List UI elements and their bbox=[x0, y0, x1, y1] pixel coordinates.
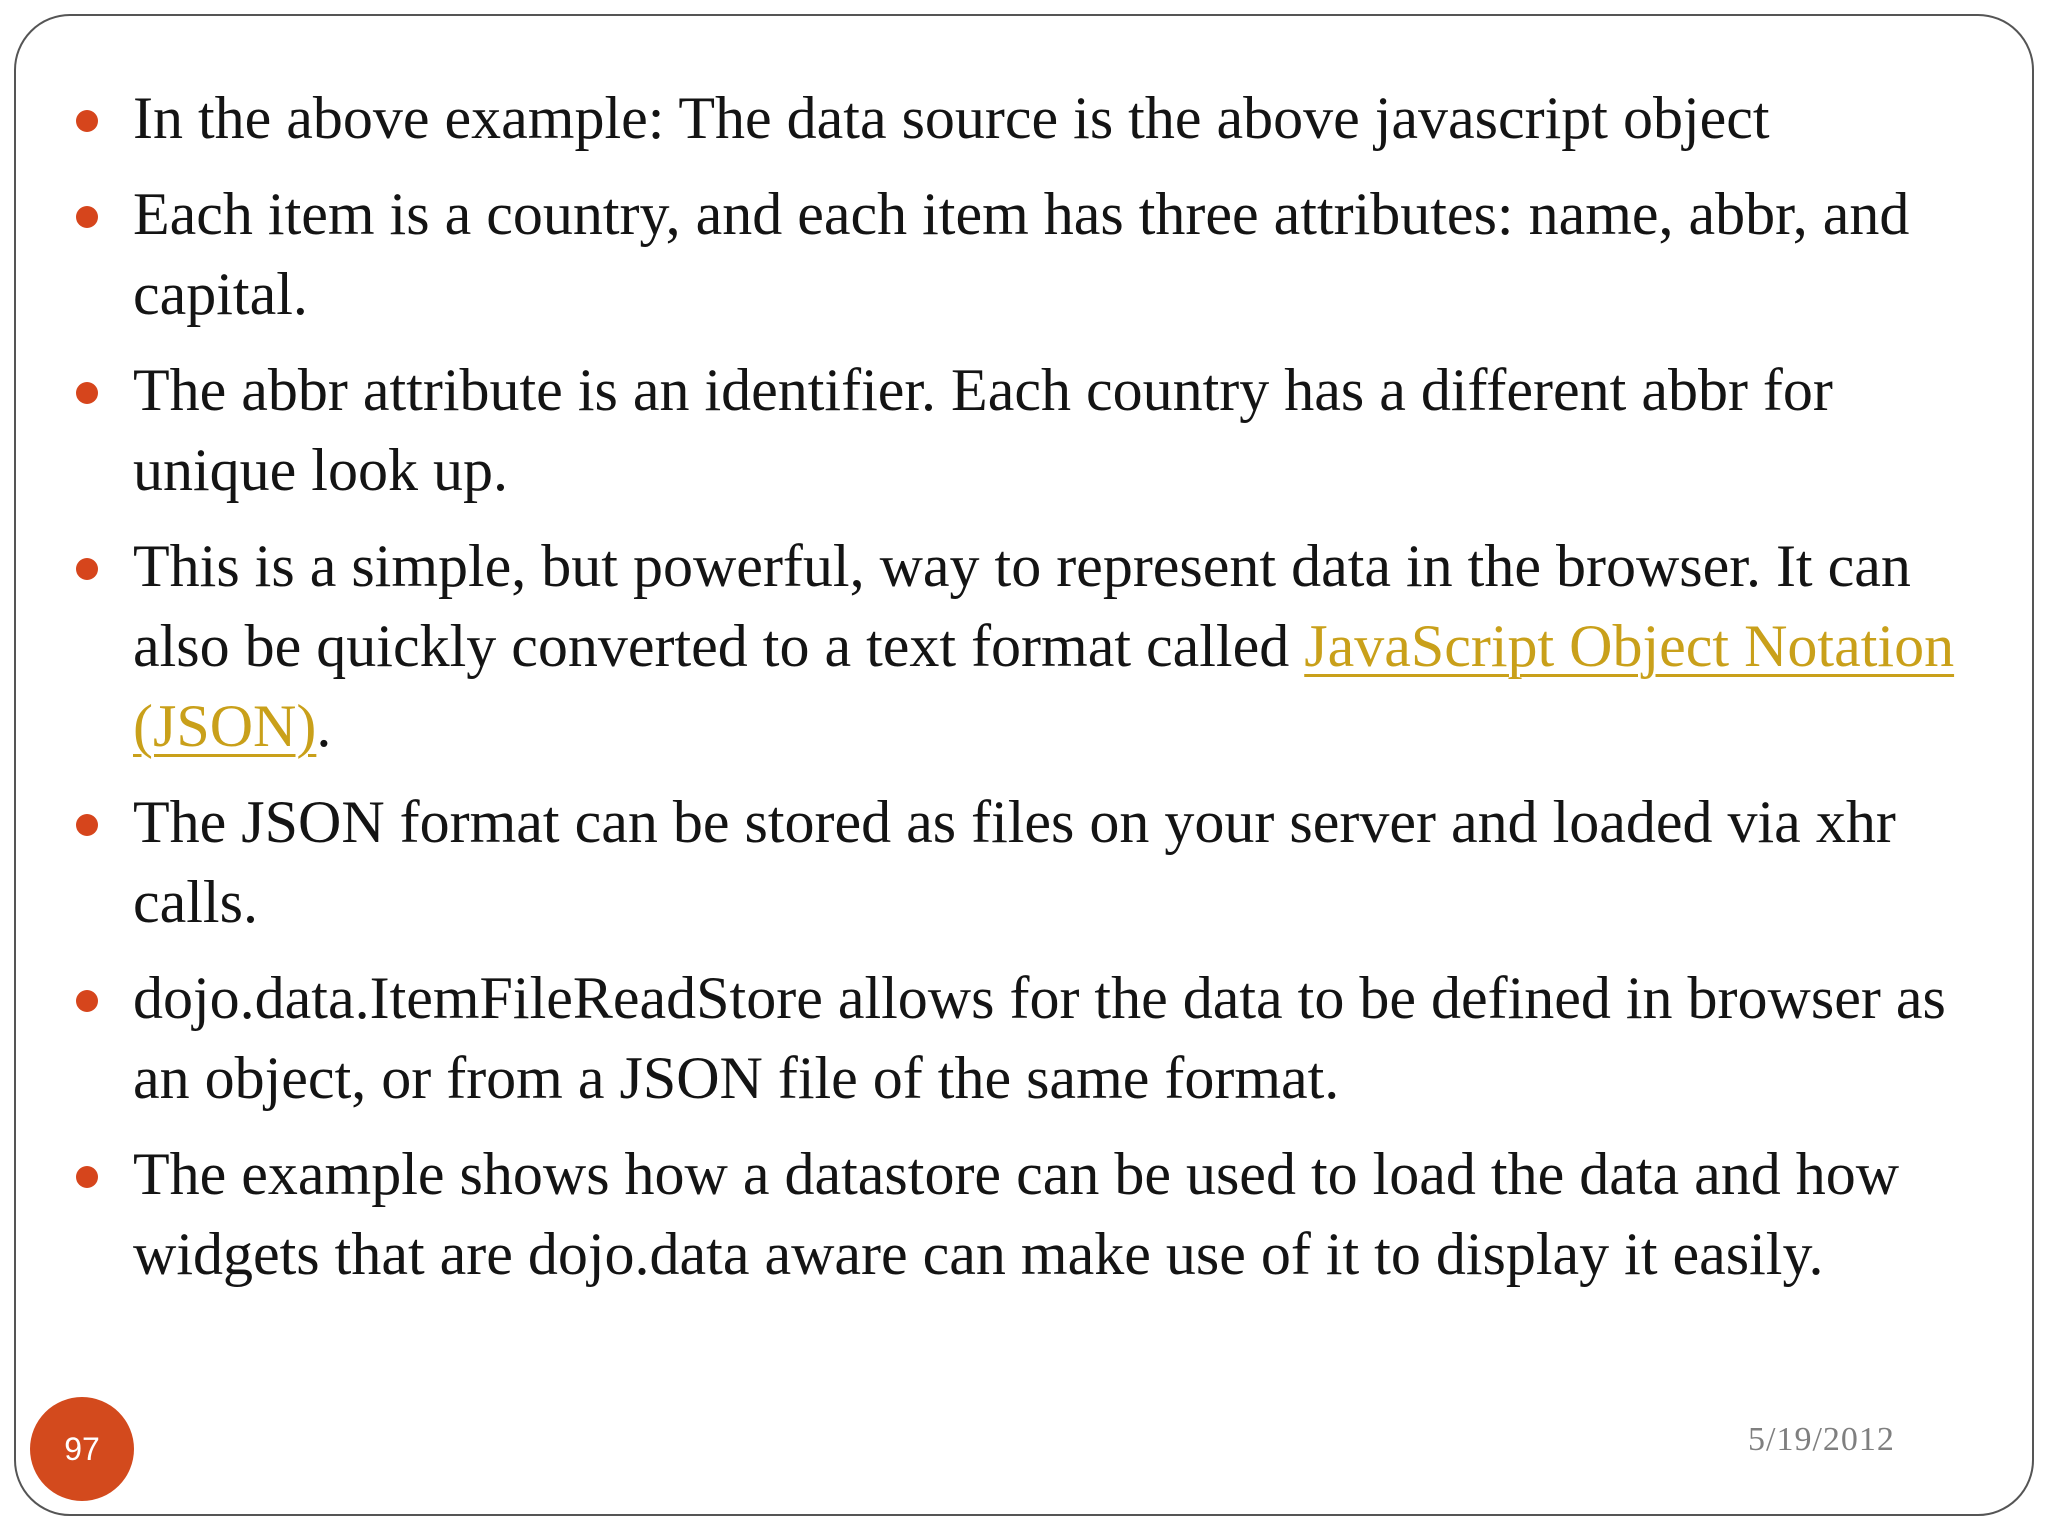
bullet-item bbox=[0, 782, 2048, 942]
bullet-text: The abbr attribute is an identifier. Each country has a different abbr for unique look up. bbox=[133, 357, 1833, 503]
bullet-text: The JSON format can be stored as files on your server and loaded via xhr calls. bbox=[133, 789, 1896, 935]
json-link[interactable]: JavaScript Object Notation (JSON) bbox=[133, 613, 1955, 759]
bullet-dot-icon bbox=[76, 382, 98, 404]
bullet-list bbox=[0, 78, 2048, 1310]
bullet-item bbox=[0, 78, 2048, 158]
bullet-text: In the above example: The data source is the above javascript object bbox=[133, 85, 1770, 151]
bullet-dot-icon bbox=[76, 558, 98, 580]
bullet-text-suffix: . bbox=[316, 693, 332, 759]
bullet-text: This is a simple, but powerful, way to represent data in the browser. It can also be quickly converted to a text format called bbox=[133, 533, 1911, 679]
bullet-text: Each item is a country, and each item has three attributes: name, abbr, and capital. bbox=[133, 181, 1910, 327]
bullet-item bbox=[0, 526, 2048, 766]
bullet-dot-icon bbox=[76, 1166, 98, 1188]
page-number-badge: 97 bbox=[30, 1397, 134, 1501]
bullet-text: The example shows how a datastore can be used to load the data and how widgets that are dojo.data aware can make use of it to display it easily. bbox=[133, 1141, 1900, 1287]
bullet-item bbox=[0, 350, 2048, 510]
bullet-item bbox=[0, 1134, 2048, 1294]
slide-date: 5/19/2012 bbox=[1748, 1421, 1895, 1458]
bullet-dot-icon bbox=[76, 110, 98, 132]
bullet-dot-icon bbox=[76, 814, 98, 836]
bullet-dot-icon bbox=[76, 990, 98, 1012]
bullet-text: dojo.data.ItemFileReadStore allows for the data to be defined in browser as an object, or from a JSON file of the same format. bbox=[133, 965, 1946, 1111]
bullet-item bbox=[0, 174, 2048, 334]
bullet-dot-icon bbox=[76, 206, 98, 228]
bullet-item bbox=[0, 958, 2048, 1118]
